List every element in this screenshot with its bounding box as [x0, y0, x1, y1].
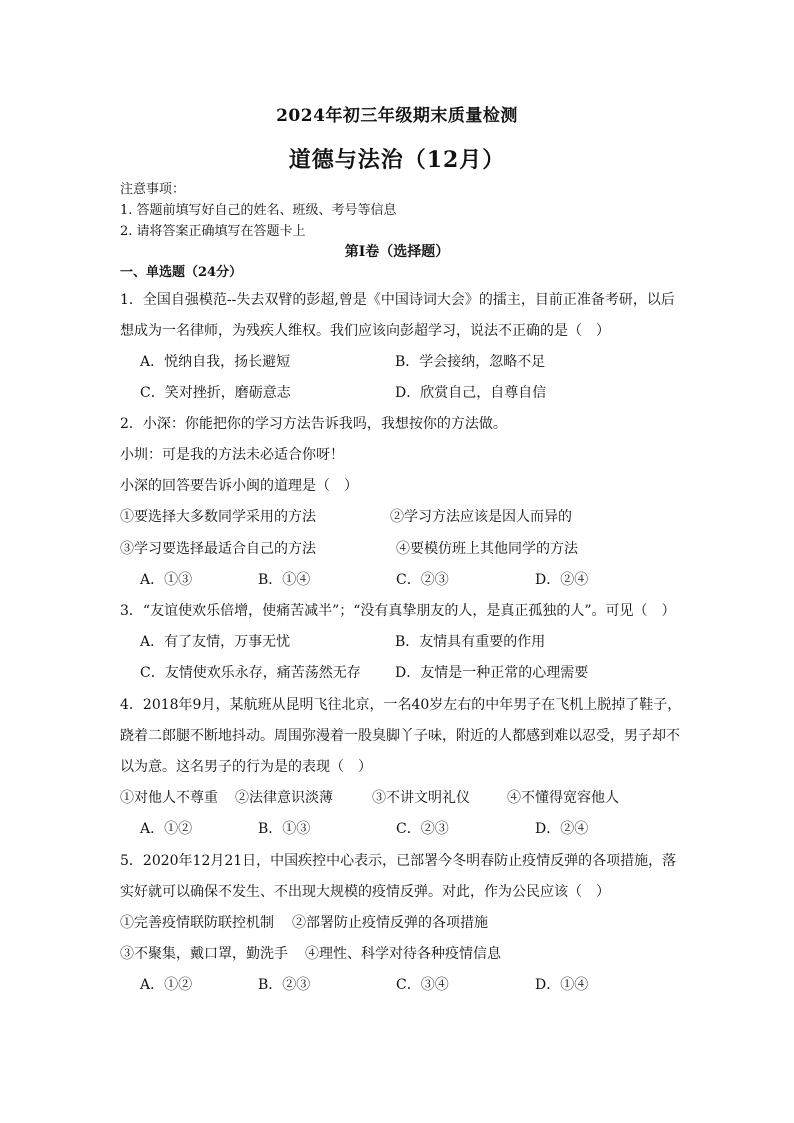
statement: ④理性、科学对待各种疫情信息: [305, 946, 501, 962]
question-stem: 小圳：可是我的方法未必适合你呀！: [120, 447, 344, 463]
option-d: D．②④: [535, 821, 589, 837]
subject-title: 道德与法治（12月）: [288, 147, 506, 173]
question-stem: 2．小深：你能把你的学习方法告诉我吗，我想按你的方法做。: [120, 416, 507, 432]
option-d: D．②④: [535, 572, 589, 588]
option-a: A．①②: [140, 821, 193, 837]
option-b: B．②③: [258, 977, 311, 993]
option-c: C．笑对挫折，磨砺意志: [140, 385, 291, 401]
option-c: C．②③: [396, 821, 449, 837]
question-stem: 4．2018年9月，某航班从昆明飞往北京，一名40岁左右的中年男子在飞机上脱掉了鞋子，: [120, 697, 682, 713]
option-a: A．悦纳自我，扬长避短: [140, 354, 291, 370]
question-stem: 跷着二郎腿不断地抖动。周围弥漫着一股臭脚丫子味，附近的人都感到难以忍受，男子却不: [120, 728, 680, 744]
statement: ②法律意识淡薄: [235, 790, 333, 806]
option-b: B．①④: [258, 572, 311, 588]
exam-title: 2024年初三年级期末质量检测: [276, 106, 518, 126]
option-d: D．友情是一种正常的心理需要: [395, 665, 589, 681]
section-title: 一、单选题（24分）: [120, 265, 243, 280]
option-b: B．①③: [258, 821, 311, 837]
option-d: D．①④: [535, 977, 589, 993]
statement: ②部署防止疫情反弹的各项措施: [292, 915, 488, 931]
notice-item: 2. 请将答案正确填写在答题卡上: [120, 224, 306, 239]
question-stem: 小深的回答要告诉小闽的道理是（ ）: [120, 478, 358, 494]
statement: ③学习要选择最适合自己的方法: [120, 541, 316, 557]
question-stem: 以为意。这名男子的行为是的表现（ ）: [120, 759, 372, 775]
volume-title: 第Ⅰ卷（选择题）: [344, 244, 450, 260]
statement: ①要选择大多数同学采用的方法: [120, 509, 316, 525]
statement: ④要模仿班上其他同学的方法: [396, 541, 578, 557]
question-stem: 想成为一名律师，为残疾人维权。我们应该向彭超学习，说法不正确的是（ ）: [120, 323, 610, 339]
option-c: C．②③: [396, 572, 449, 588]
statement: ①完善疫情联防联控机制: [120, 915, 274, 931]
statement: ②学习方法应该是因人而异的: [390, 509, 572, 525]
question-stem: 5．2020年12月21日，中国疾控中心表示，已部署今冬明春防止疫情反弹的各项措施，落: [120, 853, 677, 869]
option-b: B．学会接纳，忽略不足: [395, 354, 546, 370]
question-stem: 实好就可以确保不发生、不出现大规模的疫情反弹。对此，作为公民应该（ ）: [120, 884, 610, 900]
option-a: A．有了友情，万事无忧: [140, 634, 291, 650]
statement: ①对他人不尊重: [120, 790, 218, 806]
option-a: A．①③: [140, 572, 193, 588]
statement: ③不讲文明礼仪: [372, 790, 470, 806]
option-b: B．友情具有重要的作用: [395, 634, 546, 650]
question-stem: 1．全国自强模范--失去双臂的彭超,曾是《中国诗词大会》的擂主，目前正准备考研，以后: [120, 292, 675, 308]
notice-heading: 注意事项：: [120, 182, 186, 197]
statement: ④不懂得宽容他人: [507, 790, 619, 806]
option-d: D．欣赏自己，自尊自信: [395, 385, 547, 401]
option-c: C．友情使欢乐永存，痛苦荡然无存: [140, 665, 361, 681]
option-a: A．①②: [140, 977, 193, 993]
option-c: C．③④: [396, 977, 449, 993]
notice-item: 1. 答题前填写好自己的姓名、班级、考号等信息: [120, 203, 397, 218]
statement: ③不聚集，戴口罩，勤洗手: [120, 946, 288, 962]
question-stem: 3．“友谊使欢乐倍增，使痛苦减半”；“没有真挚朋友的人，是真正孤独的人”。可见（ ）: [120, 603, 676, 619]
